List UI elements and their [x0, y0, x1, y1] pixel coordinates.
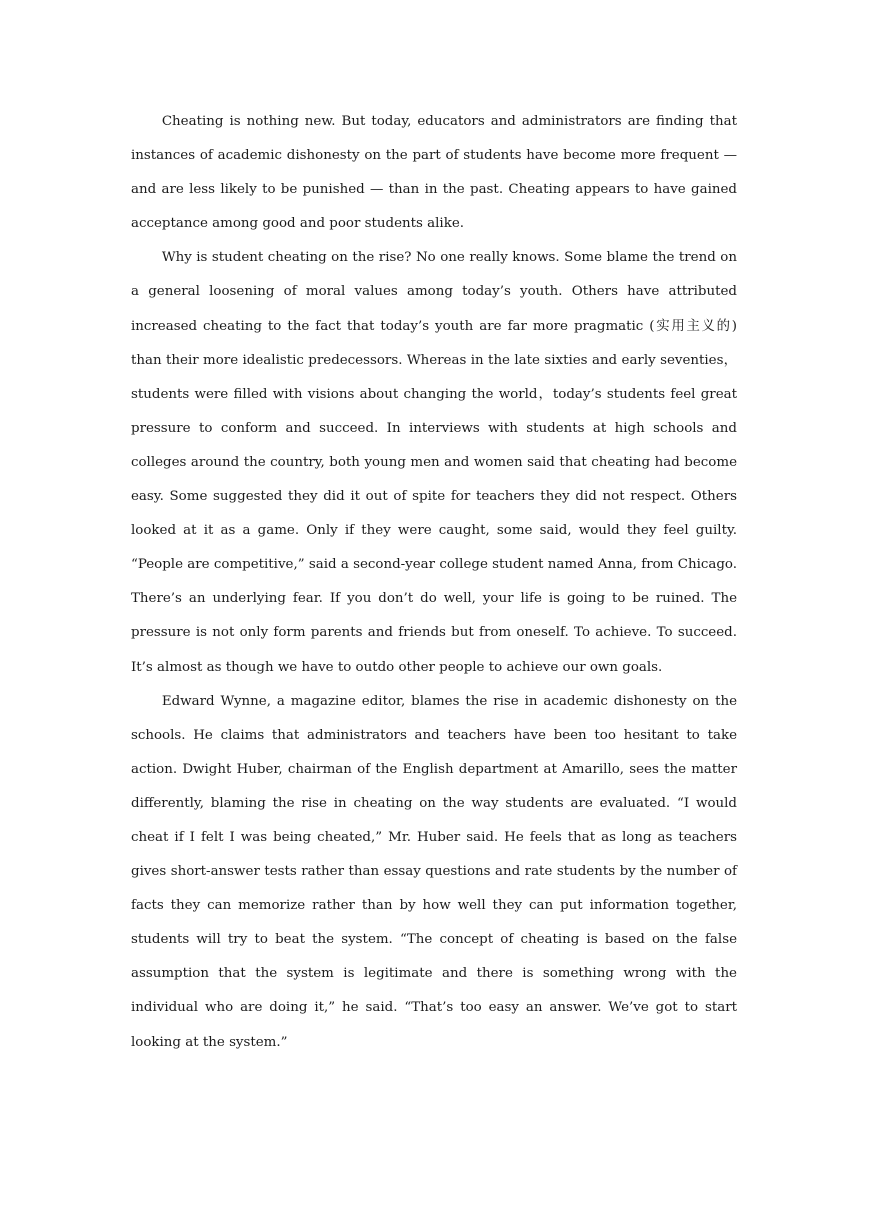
- paragraph-2: Why is student cheating on the rise? No one really knows. Some blame the trend on a general loosening of moral values among today’s youth. Others have attributed increased cheating to the fact that today’s youth are far more pragmatic (实用主义的) than their more idealistic predecessors. Whereas in the late sixties and early seventies，students were filled with visions about changing the world，today’s students feel great pressure to conform and succeed. In interviews with students at high schools and colleges around the country, both young men and women said that cheating had become easy. Some suggested they did it out of spite for teachers they did not respect. Others looked at it as a game. Only if they were caught, some said, would they feel guilty. “People are competitive,” said a second-year college student named Anna, from Chicago. There’s an underlying fear. If you don’t do well, your life is going to be ruined. The pressure is not only form parents and friends but from oneself. To achieve. To succeed. It’s almost as though we have to outdo other people to achieve our own goals.: [131, 250, 737, 675]
- paragraph-3: Edward Wynne, a magazine editor, blames the rise in academic dishonesty on the schools. He claims that administrators and teachers have been too hesitant to take action. Dwight Huber, chairman of the English department at Amarillo, sees the matter differently, blaming the rise in cheating on the way students are evaluated. “I would cheat if I felt I was being cheated,” Mr. Huber said. He feels that as long as teachers gives short-answer tests rather than essay questions and rate students by the number of facts they can memorize rather than by how well they can put information together, students will try to beat the system. “The concept of cheating is based on the false assumption that the system is legitimate and there is something wrong with the individual who are doing it,” he said. “That’s too easy an answer. We’ve got to start looking at the system.”: [131, 693, 737, 1050]
- paragraph-1: Cheating is nothing new. But today, educators and administrators are finding that instances of academic dishonesty on the part of students have become more frequent — and are less likely to be punished — than in the past. Cheating appears to have gained acceptance among good and poor students alike.: [131, 114, 737, 232]
- document-body: [131, 105, 737, 1060]
